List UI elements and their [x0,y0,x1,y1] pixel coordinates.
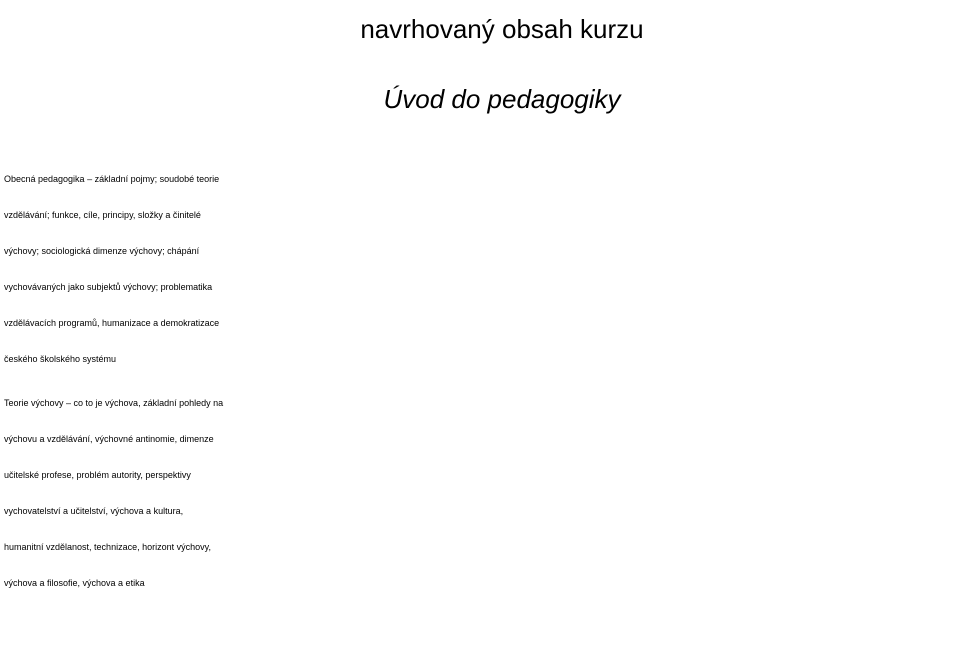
paragraph-line: českého školského systému [4,354,117,364]
paragraph-line: vzdělávacích programů, humanizace a demokratizace [4,318,220,328]
slide-subtitle: Úvod do pedagogiky [383,84,621,114]
paragraph-line: výchovy; sociologická dimenze výchovy; chápání [4,246,200,256]
paragraph-line: vychovávaných jako subjektů výchovy; problematika [4,282,213,292]
paragraph-line: vzdělávání; funkce, cíle, principy, složky a činitelé [4,210,201,220]
paragraph-line: Obecná pedagogika – základní pojmy; soudobé teorie [4,174,220,184]
paragraph-line: výchovu a vzdělávání, výchovné antinomie, dimenze [4,434,214,444]
paragraph-line: učitelské profese, problém autority, perspektivy [4,470,191,480]
slide-title: navrhovaný obsah kurzu [360,14,644,44]
paragraph-line: Teorie výchovy – co to je výchova, základní pohledy na [4,398,224,408]
slide-body [4,161,956,601]
paragraph-line: vychovatelství a učitelství, výchova a kultura, [4,506,184,516]
paragraph-teorie-vychovy [4,385,956,601]
paragraph-obecna-pedagogika [4,161,956,377]
paragraph-line: humanitní vzdělanost, technizace, horizont výchovy, [4,542,211,552]
paragraph-line: výchova a filosofie, výchova a etika [4,578,145,588]
